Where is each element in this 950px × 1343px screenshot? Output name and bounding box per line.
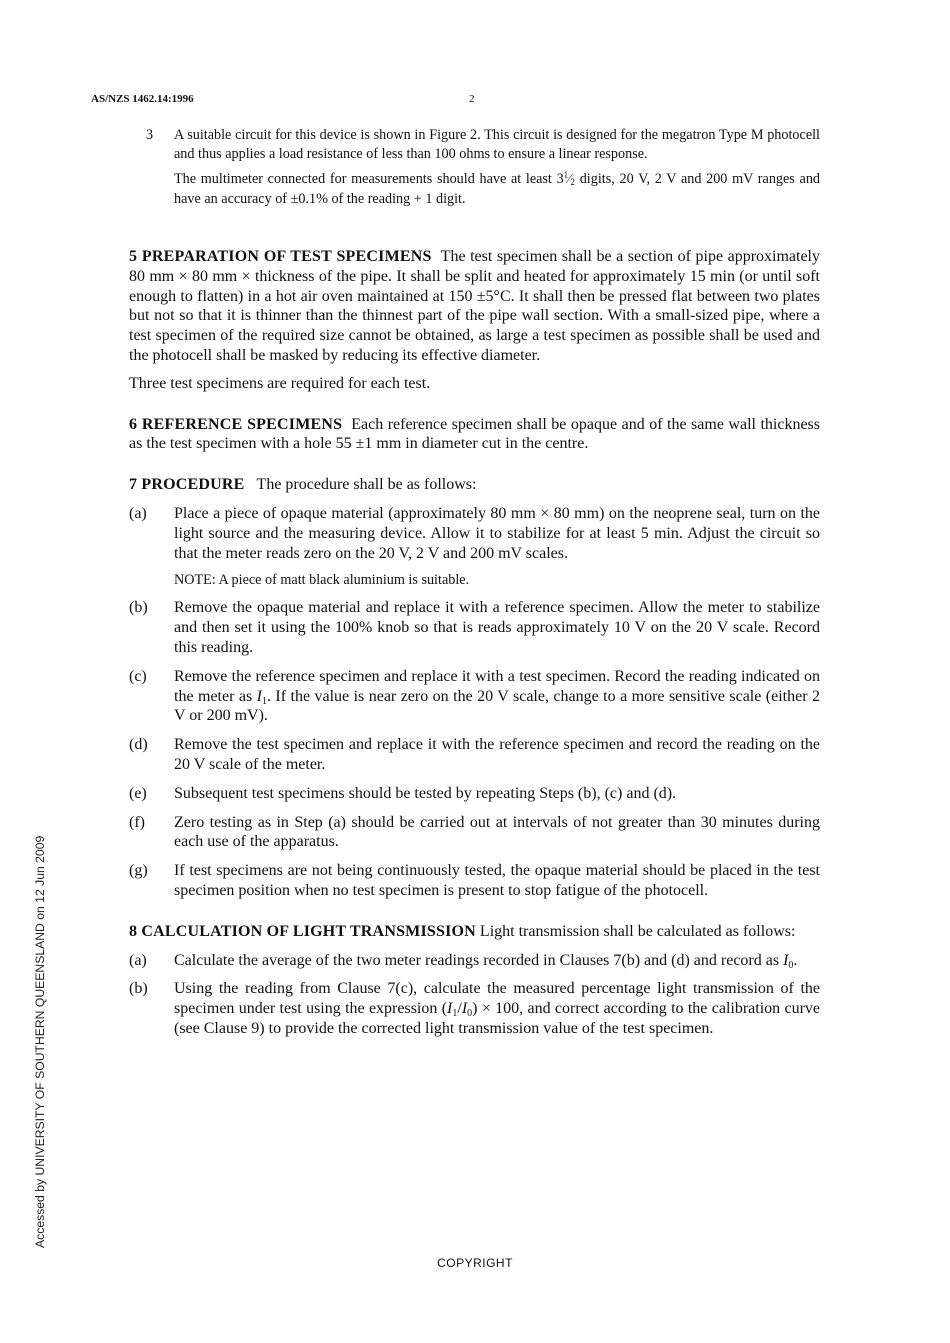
procedure-step-a: (a) Place a piece of opaque material (approximately 80 mm × 80 mm) on the neoprene seal, turn on the light source and the measuring device. Allow it to stabilize for at least 5 min. Adjust the circuit so that the meter reads zero on the 20 V, 2 V and 200 mV scales. <box>129 504 820 562</box>
section-8-intro: Light transmission shall be calculated as follows: <box>479 922 796 940</box>
section-5-paragraph-2: Three test specimens are required for each test. <box>129 374 431 392</box>
section-7-heading: 7 PROCEDURE <box>129 476 245 494</box>
section-7-intro: The procedure shall be as follows: <box>256 476 477 494</box>
section-6-heading: 6 REFERENCE SPECIMENS <box>129 415 343 433</box>
note-number: 3 <box>146 127 154 143</box>
section-8 <box>129 922 820 942</box>
calculation-step-b: (b) Using the reading from Clause 7(c), calculate the measured percentage light transmission of the specimen under test using the expression $(I_1/I_0) \times 100$, and correct according to the calibration curve (see Clause 9) to provide the corrected light transmission value of the test specimen. <box>129 980 821 1037</box>
procedure-step-f: (f) Zero testing as in Step (a) should be carried out at intervals of not greater than 30 minutes during each use of the apparatus. <box>129 813 820 851</box>
standard-number: AS/NZS 1462.14:1996 <box>91 93 194 105</box>
page-number: 2 <box>469 93 475 105</box>
section-5-heading: 5 PREPARATION OF TEST SPECIMENS <box>129 248 432 265</box>
procedure-step-e: (e) Subsequent test specimens should be tested by repeating Steps (b), (c) and (d). <box>129 784 677 802</box>
fraction-one-half: $^1⁄_2$ <box>563 170 576 188</box>
note-3-text: A suitable circuit for this device is shown in Figure 2. This circuit is designed for the megatron Type M photocell and thus applies a load resistance of less than 100 ohms to ensure a linear response. <box>174 127 820 162</box>
procedure-step-g: (g) If test specimens are not being continuously tested, the opaque material should be placed in the test specimen position when no test specimen is present to stop fatigue of the photocell. <box>129 862 820 899</box>
access-stamp: Accessed by UNIVERSITY OF SOUTHERN QUEENSLAND on 12 Jun 2009 <box>33 835 47 1248</box>
copyright-footer: COPYRIGHT <box>437 1256 513 1270</box>
section-6-body: Each reference specimen shall be opaque and of the same wall thickness as the test specimen with a hole 55 ±1 mm in diameter cut in the centre. <box>129 415 821 453</box>
note-3-multimeter-text: The multimeter connected for measurements should have at least $3^1⁄_2$ digits, 20 V, 2 V and 200 mV ranges and have an accuracy of ±0.1% of the reading + 1 digit. <box>174 170 821 207</box>
main-body <box>129 247 820 1039</box>
procedure-note: NOTE: A piece of matt black aluminium is suitable. <box>174 572 470 589</box>
procedure-step-b: (b) Remove the opaque material and replace it with a reference specimen. Allow the meter to stabilize and then set it using the 100% knob so that is reads approximately 10 V on the 20 V scale. Record this reading. <box>129 599 820 656</box>
section-5-body: The test specimen shall be a section of pipe approximately 80 mm × 80 mm × thickness of the pipe. It shall be split and heated for approximately 15 min (or until soft enough to flatten) in a hot air oven maintained at 150 ±5°C. It shall then be pressed flat between two plates but not so that it is thinner than the thinnest part of the pipe wall section. With a small-sized pipe, where a test specimen of the required size cannot be obtained, as large a test specimen as possible shall be used and the photocell shall be masked by reducing its effective diameter. <box>129 248 820 364</box>
section-7 <box>129 475 820 495</box>
procedure-step-c: (c) Remove the reference specimen and replace it with a test specimen. Record the reading indicated on the meter as $I_1$. If the value is near zero on the 20 V scale, change to a more sensitive scale (either 2 V or 200 mV). <box>129 667 821 725</box>
section-6 <box>129 415 820 455</box>
calculation-step-a: (a) Calculate the average of the two meter readings recorded in Clauses 7(b) and (d) and record as $I_0$. <box>129 951 798 971</box>
section-5 <box>129 247 820 366</box>
procedure-step-d: (d) Remove the test specimen and replace it with the reference specimen and record the reading on the 20 V scale of the meter. <box>129 736 820 773</box>
section-8-heading: 8 CALCULATION OF LIGHT TRANSMISSION <box>129 922 476 940</box>
note-3 <box>146 126 820 208</box>
